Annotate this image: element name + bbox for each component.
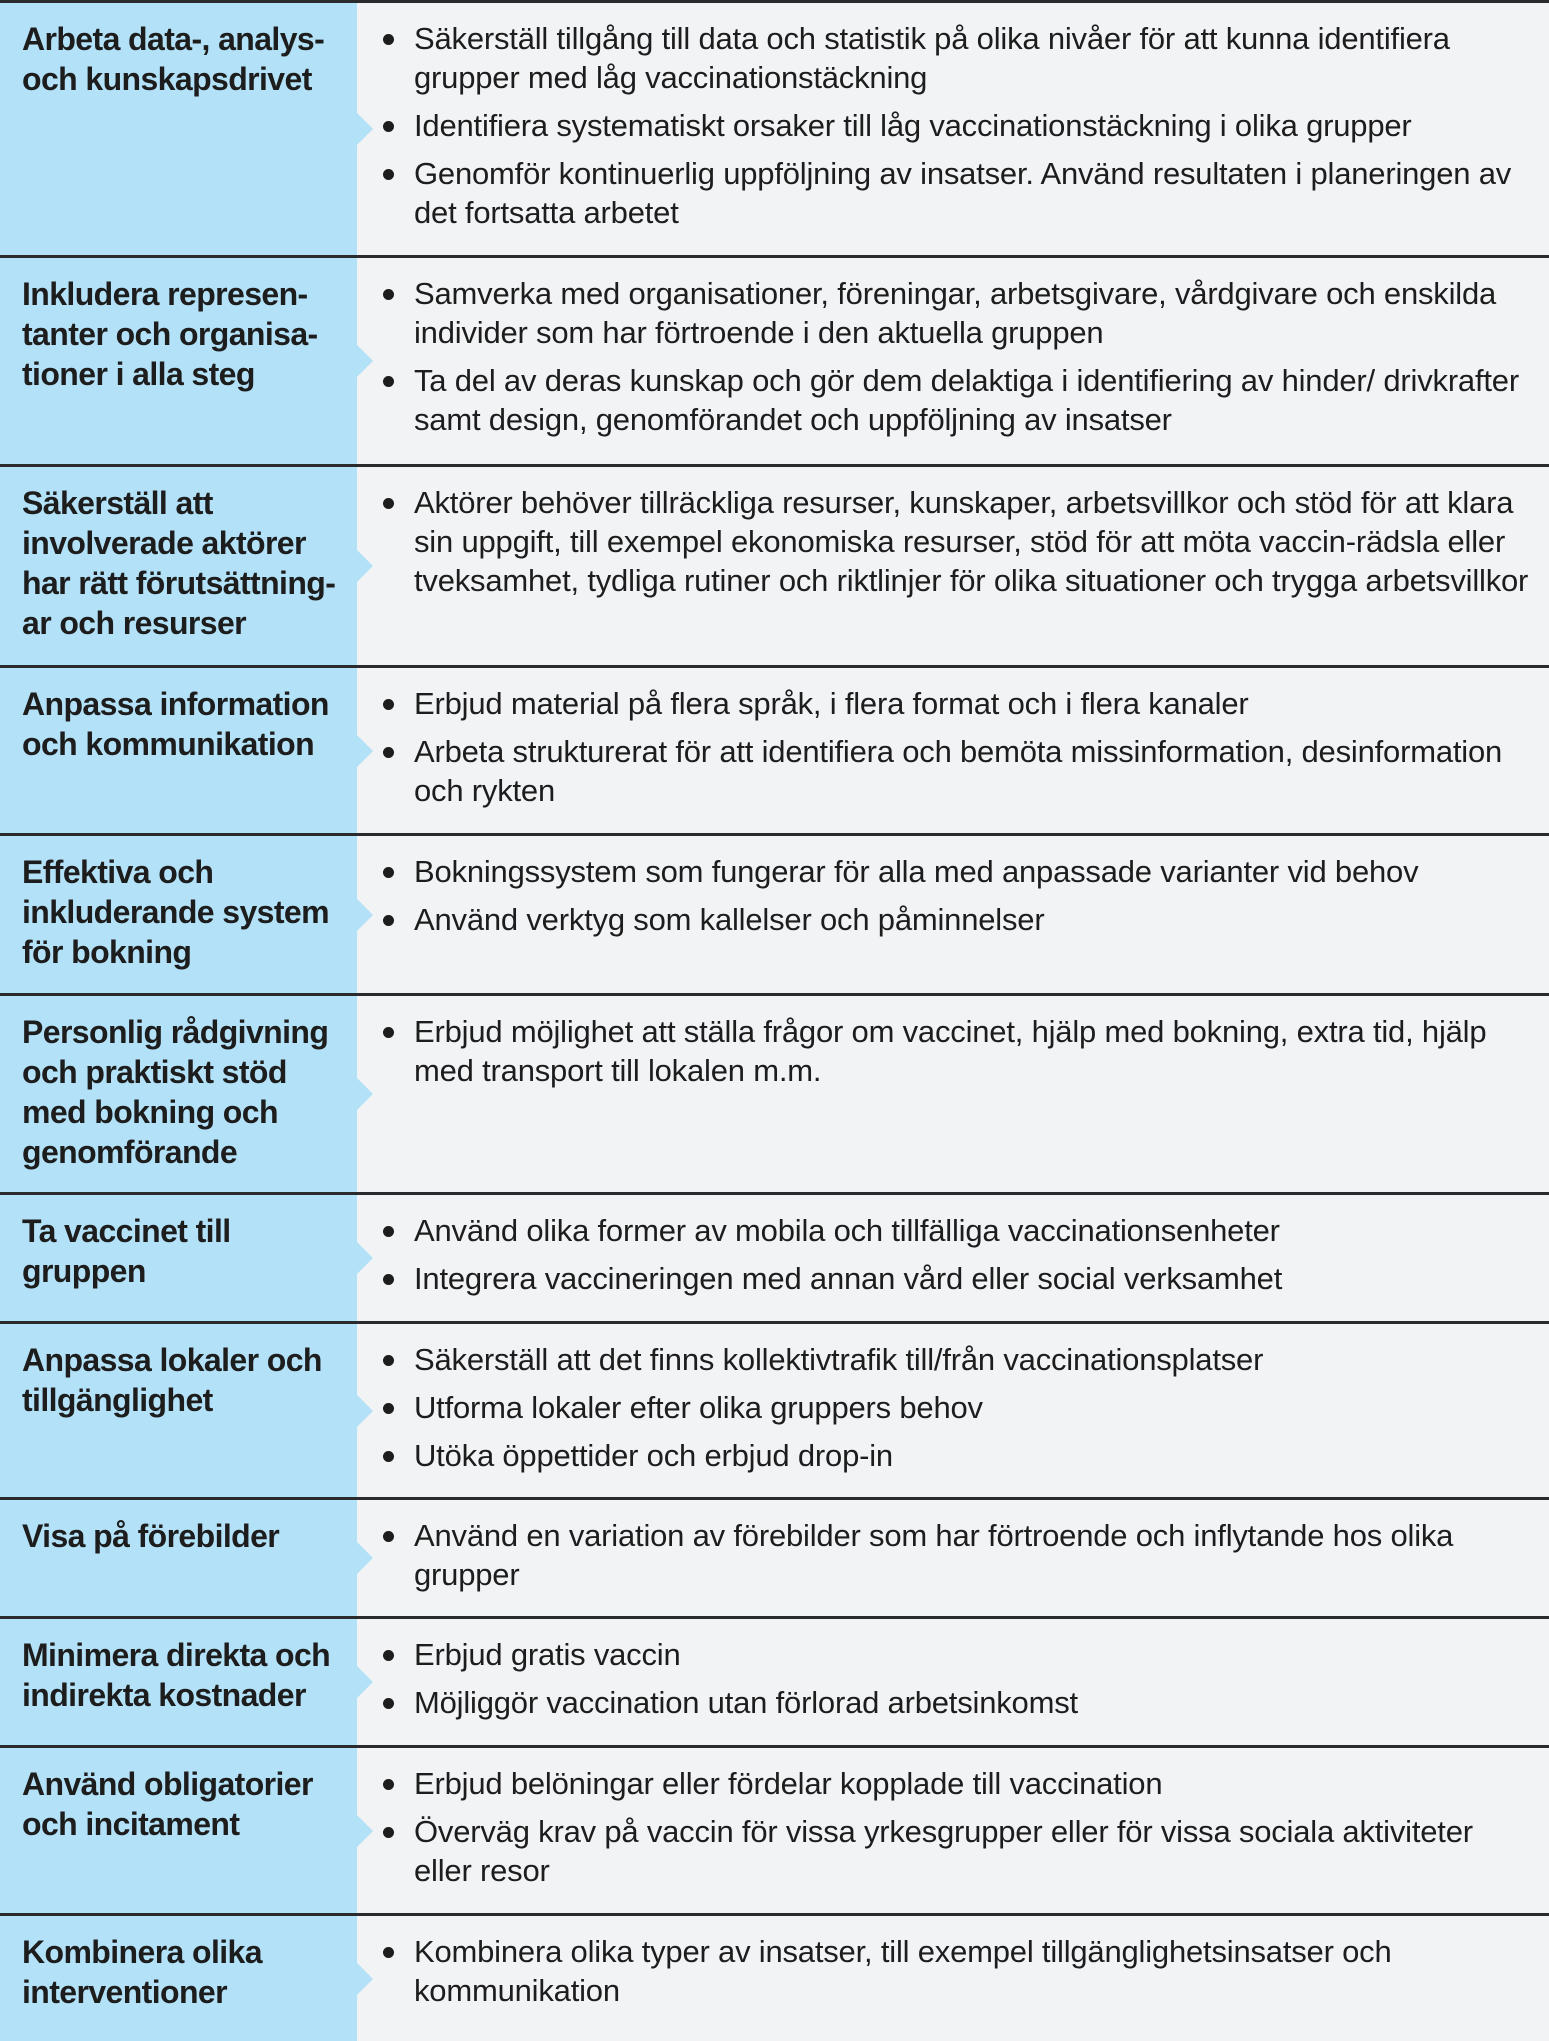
row-content xyxy=(357,668,1549,833)
bullet-list xyxy=(379,1516,1531,1594)
bullet-list xyxy=(379,852,1531,939)
row-label: Arbeta data-, analys- och kunskapsdrivet xyxy=(0,3,357,255)
row-label: Anpassa information och kommunikation xyxy=(0,668,357,833)
bullet-item: Använd verktyg som kallelser och påminnelser xyxy=(379,900,1531,939)
bullet-item: Kombinera olika typer av insatser, till exempel tillgänglighetsinsatser och kommunikation xyxy=(379,1932,1531,2010)
bullet-list xyxy=(379,1932,1531,2010)
table-row xyxy=(0,1619,1549,1748)
bullet-list xyxy=(379,1012,1531,1090)
row-content xyxy=(357,1619,1549,1745)
row-content xyxy=(357,1748,1549,1913)
row-label: Personlig rådgivning och praktiskt stöd med bokning och genomförande xyxy=(0,996,357,1192)
bullet-item: Bokningssystem som fungerar för alla med anpassade varianter vid behov xyxy=(379,852,1531,891)
bullet-item: Erbjud möjlighet att ställa frågor om vaccinet, hjälp med bokning, extra tid, hjälp med transport till lokalen m.m. xyxy=(379,1012,1531,1090)
row-content xyxy=(357,1195,1549,1321)
row-content xyxy=(357,1324,1549,1497)
row-content xyxy=(357,836,1549,993)
row-content xyxy=(357,3,1549,255)
bullet-item: Utforma lokaler efter olika gruppers behov xyxy=(379,1388,1531,1427)
bullet-list xyxy=(379,1340,1531,1475)
bullet-item: Aktörer behöver tillräckliga resurser, kunskaper, arbetsvillkor och stöd för att klara sin uppgift, till exempel ekonomiska resurser, stöd för att möta vaccin-rädsla eller tveksamhet, tydliga rutiner och riktlinjer för olika situationer och trygga arbetsvillkor xyxy=(379,483,1531,600)
row-content xyxy=(357,1916,1549,2041)
bullet-list xyxy=(379,274,1531,439)
row-label: Anpassa lokaler och tillgänglighet xyxy=(0,1324,357,1497)
row-label: Ta vaccinet till gruppen xyxy=(0,1195,357,1321)
row-label: Inkludera represen- tanter och organisa- tioner i alla steg xyxy=(0,258,357,464)
bullet-item: Samverka med organisationer, föreningar, arbetsgivare, vårdgivare och enskilda individer som har förtroende i den aktuella gruppen xyxy=(379,274,1531,352)
table-row xyxy=(0,467,1549,668)
table-row xyxy=(0,258,1549,467)
bullet-item: Erbjud material på flera språk, i flera format och i flera kanaler xyxy=(379,684,1531,723)
table-row xyxy=(0,1748,1549,1916)
row-label: Använd obligatorier och incitament xyxy=(0,1748,357,1913)
table-row xyxy=(0,3,1549,258)
table-row xyxy=(0,1195,1549,1324)
table-row xyxy=(0,668,1549,836)
row-content xyxy=(357,467,1549,665)
bullet-item: Integrera vaccineringen med annan vård eller social verksamhet xyxy=(379,1259,1531,1298)
bullet-item: Arbeta strukturerat för att identifiera och bemöta missinformation, desinformation och rykten xyxy=(379,732,1531,810)
row-label: Kombinera olika interventioner xyxy=(0,1916,357,2041)
bullet-item: Utöka öppettider och erbjud drop-in xyxy=(379,1436,1531,1475)
bullet-list xyxy=(379,19,1531,232)
bullet-item: Säkerställ tillgång till data och statistik på olika nivåer för att kunna identifiera grupper med låg vaccinationstäckning xyxy=(379,19,1531,97)
bullet-item: Säkerställ att det finns kollektivtrafik till/från vaccinationsplatser xyxy=(379,1340,1531,1379)
bullet-list xyxy=(379,483,1531,600)
bullet-list xyxy=(379,1211,1531,1298)
table-row xyxy=(0,1324,1549,1500)
bullet-item: Överväg krav på vaccin för vissa yrkesgrupper eller för vissa sociala aktiviteter eller resor xyxy=(379,1812,1531,1890)
bullet-item: Erbjud gratis vaccin xyxy=(379,1635,1531,1674)
row-content xyxy=(357,258,1549,464)
row-label: Effektiva och inkluderande system för bokning xyxy=(0,836,357,993)
bullet-list xyxy=(379,684,1531,810)
row-content xyxy=(357,996,1549,1192)
table-row xyxy=(0,1916,1549,2041)
bullet-item: Identifiera systematiskt orsaker till låg vaccinationstäckning i olika grupper xyxy=(379,106,1531,145)
table-row xyxy=(0,996,1549,1195)
row-content xyxy=(357,1500,1549,1616)
bullet-item: Erbjud belöningar eller fördelar kopplade till vaccination xyxy=(379,1764,1531,1803)
bullet-item: Ta del av deras kunskap och gör dem delaktiga i identifiering av hinder/ drivkrafter samt design, genomförandet och uppföljning av insatser xyxy=(379,361,1531,439)
table-row xyxy=(0,1500,1549,1619)
bullet-item: Genomför kontinuerlig uppföljning av insatser. Använd resultaten i planeringen av det fortsatta arbetet xyxy=(379,154,1531,232)
bullet-item: Möjliggör vaccination utan förlorad arbetsinkomst xyxy=(379,1683,1531,1722)
bullet-list xyxy=(379,1635,1531,1722)
row-label: Minimera direkta och indirekta kostnader xyxy=(0,1619,357,1745)
bullet-list xyxy=(379,1764,1531,1890)
bullet-item: Använd olika former av mobila och tillfälliga vaccinationsenheter xyxy=(379,1211,1531,1250)
row-label: Säkerställ att involverade aktörer har rätt förutsättning- ar och resurser xyxy=(0,467,357,665)
bullet-item: Använd en variation av förebilder som har förtroende och inflytande hos olika grupper xyxy=(379,1516,1531,1594)
table-row xyxy=(0,836,1549,996)
row-label: Visa på förebilder xyxy=(0,1500,357,1616)
